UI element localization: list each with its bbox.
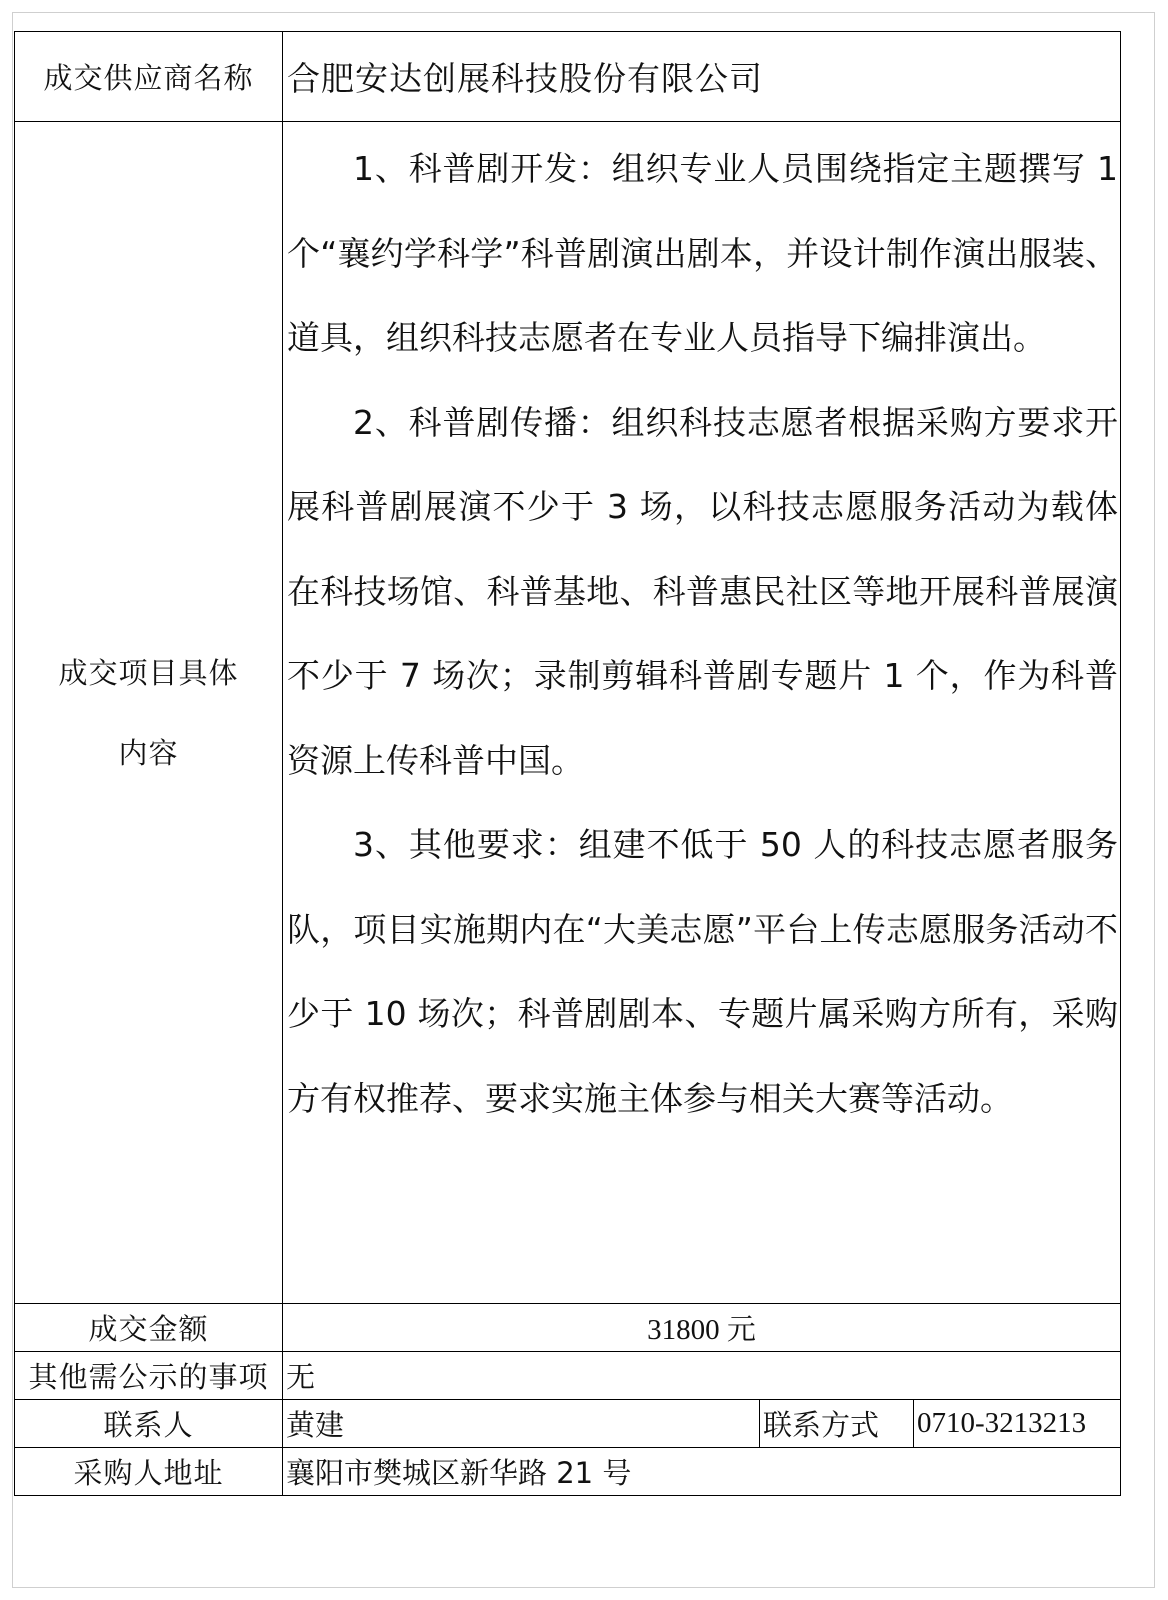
supplier-row <box>15 32 1121 122</box>
content-row <box>15 122 1121 1304</box>
content-label <box>15 122 283 1304</box>
contact-value: 黄建 <box>283 1400 760 1448</box>
contact-method-label: 联系方式 <box>760 1400 914 1448</box>
contact-row <box>15 1400 1121 1448</box>
address-value: 襄阳市樊城区新华路 21 号 <box>283 1448 1121 1496</box>
content-paragraph-3: 3、其他要求：组建不低于 50 人的科技志愿者服务队，项目实施期内在“大美志愿”平台上传志愿服务活动不少于 10 场次；科普剧剧本、专题片属采购方所有，采购方有权推荐、要求实施主体参与相关大赛等活动。 <box>287 825 1119 1118</box>
supplier-label: 成交供应商名称 <box>15 32 283 122</box>
content-label-line1: 成交项目具体 <box>58 655 239 690</box>
address-label: 采购人地址 <box>15 1448 283 1496</box>
content-paragraph-1: 1、科普剧开发：组织专业人员围绕指定主题撰写 1 个“襄约学科学”科普剧演出剧本，并设计制作演出服装、道具，组织科技志愿者在专业人员指导下编排演出。 <box>287 149 1119 357</box>
content-label-line2: 内容 <box>118 735 179 770</box>
other-row <box>15 1352 1121 1400</box>
amount-row <box>15 1304 1121 1352</box>
content-value <box>283 122 1121 1304</box>
other-value: 无 <box>283 1352 1121 1400</box>
contact-label: 联系人 <box>15 1400 283 1448</box>
amount-label: 成交金额 <box>15 1304 283 1352</box>
content-paragraph-2: 2、科普剧传播：组织科技志愿者根据采购方要求开展科普剧展演不少于 3 场，以科技志愿服务活动为载体在科技场馆、科普基地、科普惠民社区等地开展科普展演不少于 7 场次；录制剪辑科普剧专题片 1 个，作为科普资源上传科普中国。 <box>287 402 1119 780</box>
supplier-value: 合肥安达创展科技股份有限公司 <box>283 32 1121 122</box>
amount-value: 31800 元 <box>283 1304 1121 1352</box>
address-row <box>15 1448 1121 1496</box>
award-info-table <box>14 31 1121 1496</box>
contact-method-value: 0710-3213213 <box>914 1400 1121 1448</box>
other-label: 其他需公示的事项 <box>15 1352 283 1400</box>
